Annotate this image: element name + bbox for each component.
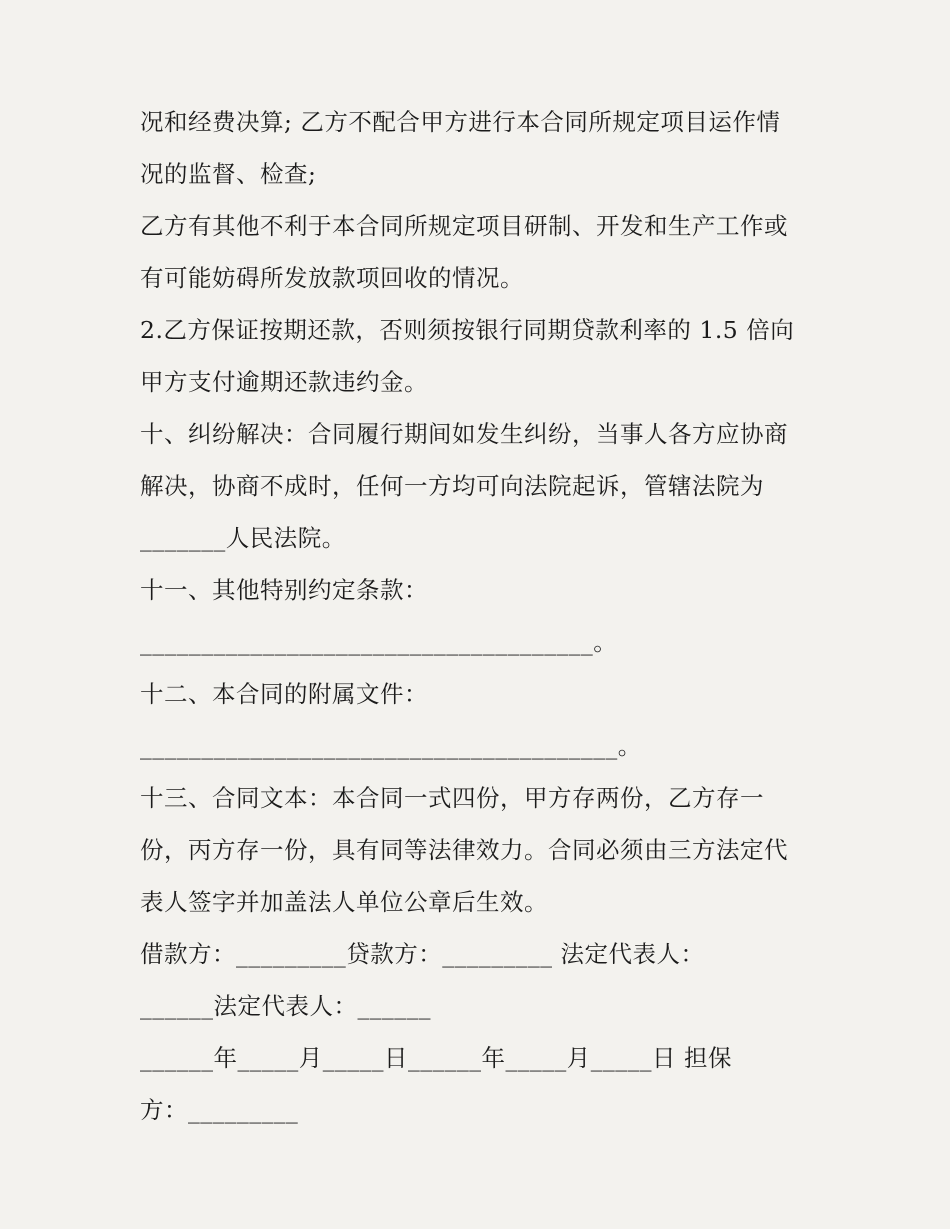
document-line: 乙方有其他不利于本合同所规定项目研制、开发和生产工作或 [140, 212, 788, 240]
document-line: 十三、合同文本：本合同一式四份，甲方存两份，乙方存一 [140, 784, 764, 812]
document-line-blank-fill: _______________________________________。 [140, 732, 642, 760]
document-line-date: ______年_____月_____日______年_____月_____日 担保 [140, 1044, 732, 1072]
document-line: 十二、本合同的附属文件： [140, 680, 428, 708]
document-line-blank-fill: _____________________________________。 [140, 628, 618, 656]
document-line: 十一、其他特别约定条款： [140, 576, 428, 604]
document-line: 况的监督、检查; [140, 160, 317, 188]
document-line-signature: ______法定代表人：______ [140, 992, 431, 1020]
document-line-signature: 方：_________ [140, 1096, 299, 1124]
document-line: 份，丙方存一份，具有同等法律效力。合同必须由三方法定代 [140, 836, 788, 864]
document-line: 表人签字并加盖法人单位公章后生效。 [140, 888, 548, 916]
document-line: 甲方支付逾期还款违约金。 [140, 368, 428, 396]
document-line: 十、纠纷解决：合同履行期间如发生纠纷，当事人各方应协商 [140, 420, 788, 448]
document-line: 解决，协商不成时，任何一方均可向法院起诉，管辖法院为 [140, 472, 764, 500]
document-line: 况和经费决算; 乙方不配合甲方进行本合同所规定项目运作情 [140, 108, 781, 136]
document-line-signature: 借款方：_________贷款方：_________ 法定代表人： [140, 940, 705, 968]
document-line: 有可能妨碍所发放款项回收的情况。 [140, 264, 524, 292]
document-line: 2.乙方保证按期还款，否则须按银行同期贷款利率的 1.5 倍向 [140, 316, 795, 344]
document-line-blank-court: _______人民法院。 [140, 524, 346, 552]
